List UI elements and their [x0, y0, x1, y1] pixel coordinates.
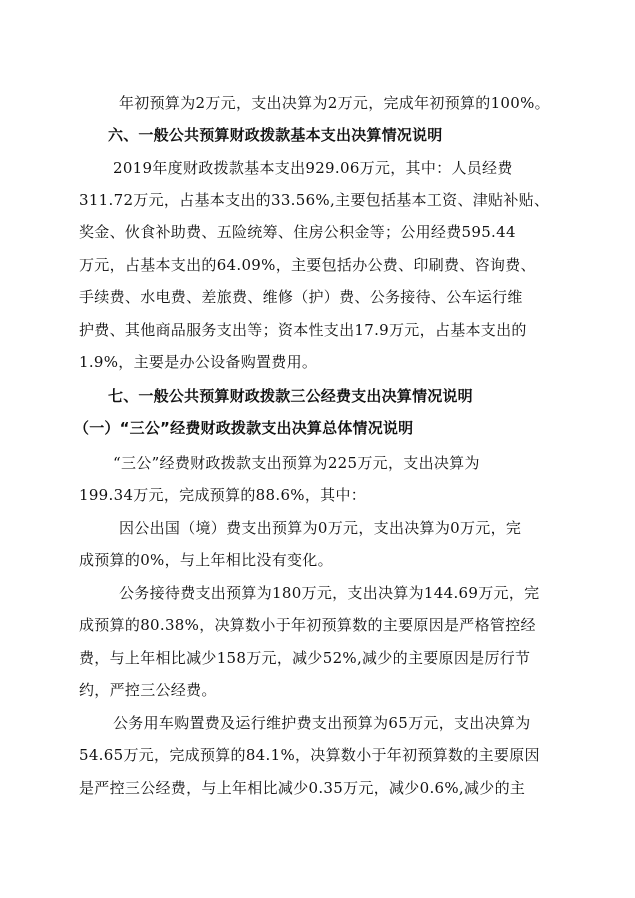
paragraph-line: 奖金、伙食补助费、五险统筹、住房公积金等；公用经费595.44: [79, 223, 516, 241]
paragraph-line: 万元，占基本支出的64.09%，主要包括办公费、印刷费、咨询费、: [79, 256, 536, 274]
paragraph-line: 因公出国（境）费支出预算为0万元，支出决算为0万元，完: [119, 519, 522, 537]
paragraph-line: 是严控三公经费，与上年相比减少0.35万元，减少0.6%,减少的主: [79, 779, 526, 797]
paragraph-line: 年初预算为2万元，支出决算为2万元，完成年初预算的100%。: [119, 94, 550, 112]
section-heading: 七、一般公共预算财政拨款三公经费支出决算情况说明: [108, 387, 473, 405]
paragraph-line: 2019年度财政拨款基本支出929.06万元，其中：人员经费: [113, 159, 513, 177]
subsection-heading: （一）“三公”经费财政拨款支出决算总体情况说明: [74, 419, 414, 437]
paragraph-line: 成预算的0%，与上年相比没有变化。: [79, 551, 333, 569]
paragraph-line: 1.9%，主要是办公设备购置费用。: [79, 353, 318, 371]
paragraph-line: 成预算的80.38%，决算数小于年初预算数的主要原因是严格管控经: [79, 616, 536, 634]
paragraph-line: 54.65万元，完成预算的84.1%，决算数小于年初预算数的主要原因: [79, 746, 540, 764]
paragraph-line: “三公”经费财政拨款支出预算为225万元，支出决算为: [113, 454, 480, 472]
paragraph-line: 约，严控三公经费。: [79, 681, 217, 699]
paragraph-line: 费，与上年相比减少158万元，减少52%,减少的主要原因是厉行节: [79, 649, 531, 667]
paragraph-line: 护费、其他商品服务支出等；资本性支出17.9万元，占基本支出的: [79, 321, 527, 339]
paragraph-line: 311.72万元，占基本支出的33.56%,主要包括基本工资、津贴补贴、: [79, 191, 550, 209]
paragraph-line: 公务接待费支出预算为180万元，支出决算为144.69万元，完: [119, 584, 540, 602]
section-heading: 六、一般公共预算财政拨款基本支出决算情况说明: [108, 126, 443, 144]
paragraph-line: 199.34万元，完成预算的88.6%，其中：: [79, 486, 367, 504]
paragraph-line: 手续费、水电费、差旅费、维修（护）费、公务接待、公车运行维: [79, 288, 523, 306]
paragraph-line: 公务用车购置费及运行维护费支出预算为65万元，支出决算为: [113, 714, 531, 732]
